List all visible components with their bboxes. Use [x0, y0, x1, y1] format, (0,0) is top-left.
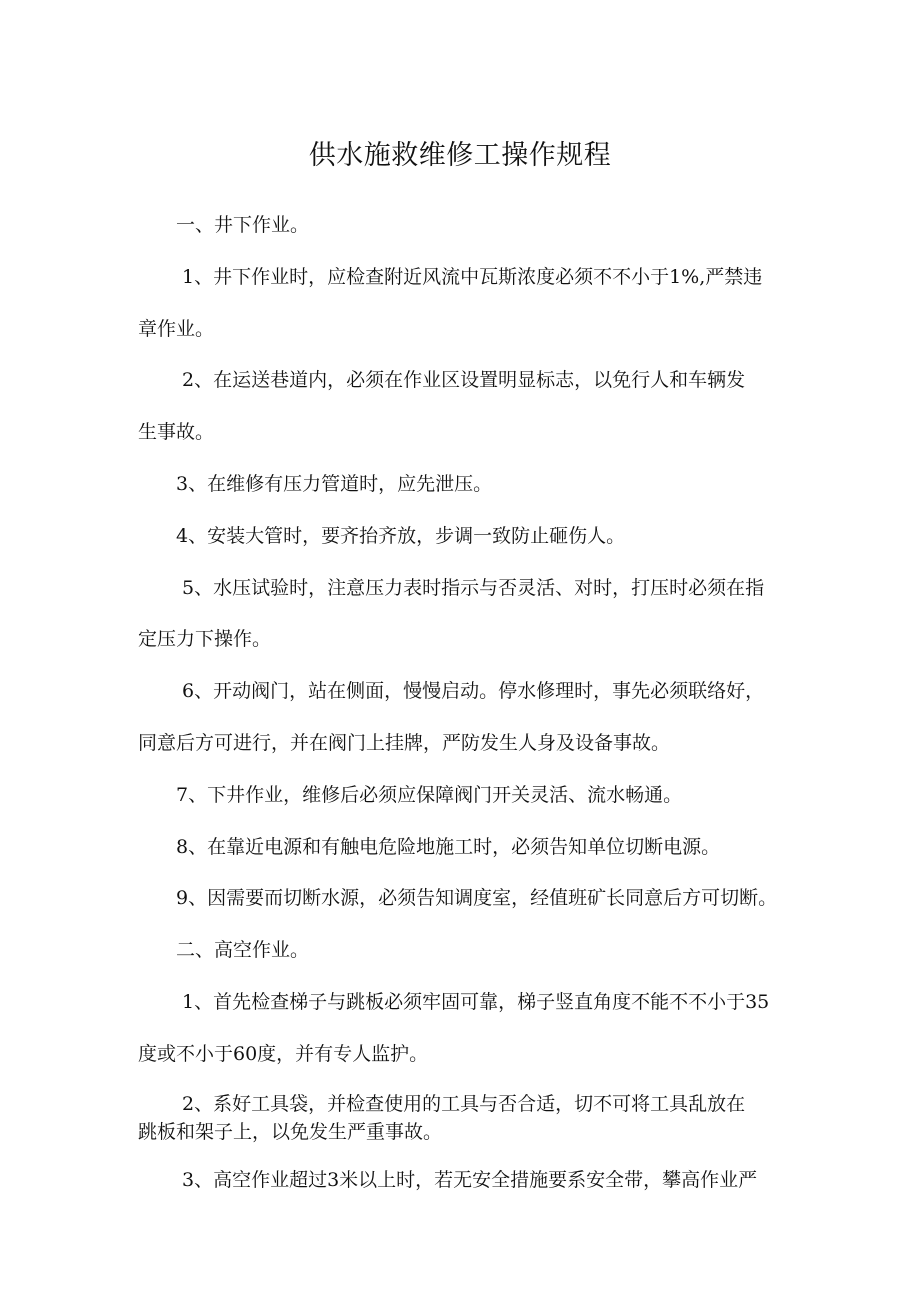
paragraph-line: 8、在靠近电源和有触电危险地施工时，必须告知单位切断电源。	[176, 836, 721, 858]
paragraph-line: 1、井下作业时，应检查附近风流中瓦斯浓度必须不不小于1%,严禁违	[182, 266, 763, 288]
paragraph-line: 4、安装大管时，要齐抬齐放，步调一致防止砸伤人。	[176, 525, 626, 547]
paragraph-line: 章作业。	[138, 318, 215, 340]
paragraph-line: 3、高空作业超过3米以上时，若无安全措施要系安全带，攀高作业严	[182, 1169, 758, 1191]
page-title: 供水施救维修工操作规程	[308, 140, 612, 171]
section-heading: 一、井下作业。	[176, 214, 310, 236]
section-heading: 二、高空作业。	[176, 939, 310, 961]
paragraph-line: 6、开动阀门，站在侧面，慢慢启动。停水修理时，事先必须联络好，	[182, 680, 765, 702]
paragraph-line: 3、在维修有压力管道时，应先泄压。	[176, 473, 493, 495]
paragraph-line: 同意后方可进行，并在阀门上挂牌，严防发生人身及设备事故。	[138, 732, 671, 754]
paragraph-line: 1、首先检查梯子与跳板必须牢固可靠，梯子竖直角度不能不不小于35	[182, 991, 770, 1013]
paragraph-line: 跳板和架子上，以免发生严重事故。	[138, 1121, 443, 1143]
paragraph-line: 5、水压试验时，注意压力表时指示与否灵活、对时，打压时必须在指	[182, 577, 765, 599]
paragraph-line: 7、下井作业，维修后必须应保障阀门开关灵活、流水畅通。	[176, 784, 683, 806]
paragraph-line: 度或不小于60度，并有专人监护。	[138, 1043, 429, 1065]
paragraph-line: 定压力下操作。	[138, 628, 272, 650]
paragraph-line: 9、因需要而切断水源，必须告知调度室，经值班矿长同意后方可切断。	[176, 887, 778, 909]
paragraph-line: 生事故。	[138, 421, 215, 443]
paragraph-line: 2、系好工具袋，并检查使用的工具与否合适，切不可将工具乱放在	[182, 1093, 746, 1115]
paragraph-line: 2、在运送巷道内，必须在作业区设置明显标志，以免行人和车辆发	[182, 369, 746, 391]
